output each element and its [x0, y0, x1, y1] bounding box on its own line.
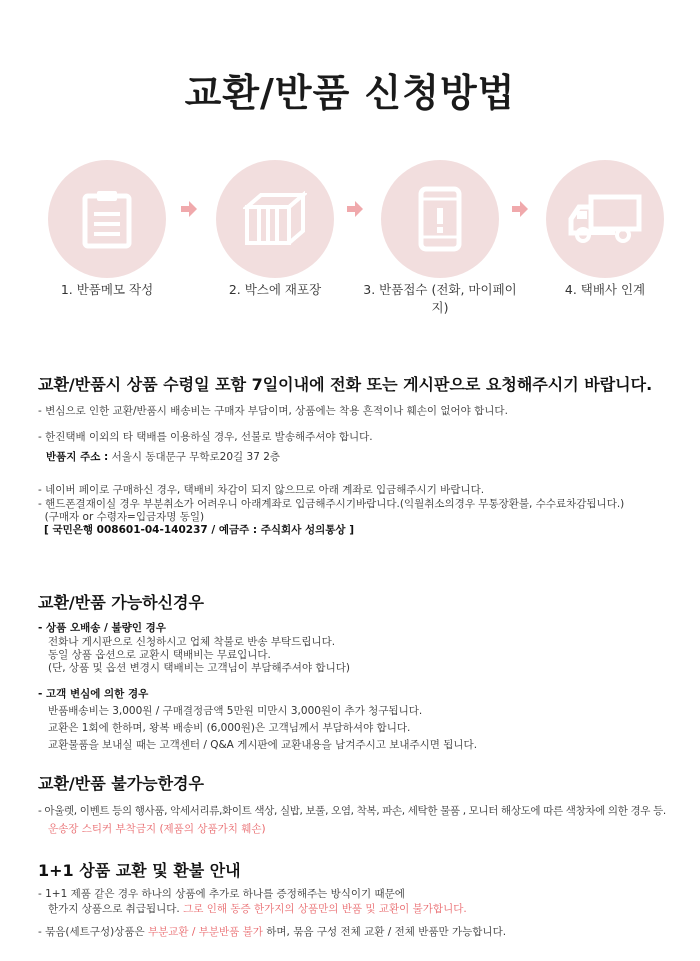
address-label: 반품지 주소 :	[46, 451, 109, 463]
info-line: 교환은 1회에 한하며, 왕복 배송비 (6,000원)은 고객님께서 부담하셔야 합니다.	[48, 722, 411, 734]
sub-heading: - 상품 오배송 / 불량인 경우	[38, 622, 166, 634]
step-2-label: 2. 박스에 재포장	[228, 282, 322, 297]
info-line: (단, 상품 및 옵션 변경시 택배비는 고객님이 부담해주셔야 합니다)	[48, 662, 350, 674]
info-line: - 아울렛, 이벤트 등의 행사품, 악세서리류,화이트 색상, 실밥, 보풀, 오염, 착복, 파손, 세탁한 물품 , 모니터 해상도에 따른 색창차에 의한 경우 등.	[38, 805, 666, 817]
info-text: - 묶음(세트구성)상품은	[38, 926, 148, 938]
truck-icon	[567, 193, 643, 245]
bank-account: [ 국민은행 008601-04-140237 / 예금주 : 주식회사 성의통상 ]	[44, 524, 355, 536]
section-heading: 1+1 상품 교환 및 환불 안내	[38, 861, 241, 880]
info-line: - 1+1 제품 같은 경우 하나의 상품에 추가로 하나를 증정해주는 방식이기 때문에	[38, 888, 405, 900]
step-3-circle	[381, 160, 499, 278]
box-icon	[243, 191, 307, 247]
section-heading: 교환/반품 가능하신경우	[38, 593, 204, 612]
info-line	[48, 901, 467, 916]
info-line: 교환물품을 보내실 때는 고객센터 / Q&A 게시판에 교환내용을 남겨주시고 보내주시면 됩니다.	[48, 739, 478, 751]
warning-line: 운송장 스티커 부착금지 (제품의 상품가치 훼손)	[48, 823, 266, 835]
info-line: - 변심으로 인한 교환/반품시 배송비는 구매자 부담이며, 상품에는 착용 흔적이나 훼손이 없어야 합니다.	[38, 405, 508, 417]
clipboard-icon	[79, 188, 135, 250]
process-steps	[0, 150, 700, 315]
info-line: 전화나 게시판으로 신청하시고 업체 착불로 반송 부탁드립니다.	[48, 636, 336, 648]
info-text: 하며, 묶음 구성 전체 교환 / 전체 반품만 가능합니다.	[262, 926, 507, 938]
warning-text: 그로 인해 동증 한가지의 상품만의 반품 및 교환이 불가합니다.	[183, 903, 467, 915]
step-1-label: 1. 반품메모 작성	[60, 282, 154, 297]
step-4-label: 4. 택배사 인계	[564, 282, 646, 297]
warning-text: 부분교환 / 부분반품 불가	[147, 926, 263, 938]
info-line: 반품배송비는 3,000원 / 구매결정금액 5만원 미만시 3,000원이 추가 청구됩니다.	[48, 705, 423, 717]
section-heading: 교환/반품 불가능한경우	[38, 774, 204, 793]
return-address	[46, 449, 280, 464]
info-line: (구매자 or 수령자=입금자명 동일)	[38, 511, 205, 523]
info-text: 한가지 상품으로 취급됩니다.	[48, 903, 184, 915]
page-title: 교환/반품 신청방법	[184, 71, 516, 115]
info-line: - 핸드폰결재이실 경우 부분취소가 어려우니 아래계좌로 입금해주시기바랍니다.(익월취소의경우 무통장환불, 수수료차감됩니다.)	[38, 498, 625, 510]
section-heading: 교환/반품시 상품 수령일 포함 7일이내에 전화 또는 게시판으로 요청해주시기 바랍니다.	[38, 375, 653, 394]
step-2-circle	[216, 160, 334, 278]
info-line: - 네이버 페이로 구매하신 경우, 택배비 차감이 되지 않으므로 아래 계좌로 입금해주시기 바랍니다.	[38, 484, 485, 496]
info-line	[38, 924, 506, 939]
phone-alert-icon	[418, 186, 462, 252]
address-value: 서울시 동대문구 무학로20길 37 2층	[108, 451, 281, 463]
info-line: 동일 상품 옵션으로 교환시 택배비는 무료입니다.	[48, 649, 271, 661]
info-line: - 한진택배 이외의 타 택배를 이용하실 경우, 선불로 발송해주셔야 합니다.	[38, 431, 373, 443]
step-1-circle	[48, 160, 166, 278]
sub-heading: - 고객 변심에 의한 경우	[38, 688, 149, 700]
step-3-label: 3. 반품접수 (전화, 마이페이지)	[363, 282, 517, 315]
step-4-circle	[546, 160, 664, 278]
